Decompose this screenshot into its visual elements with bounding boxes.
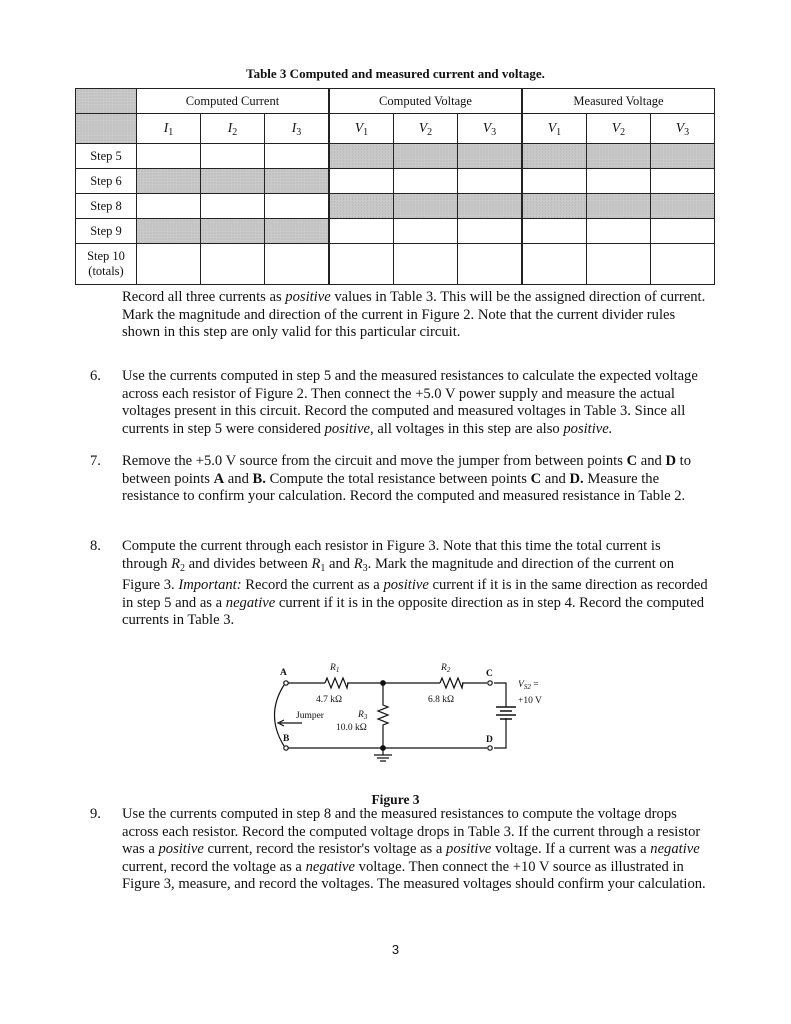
table-cell[interactable] <box>329 244 394 285</box>
column-header: $V_2$ <box>394 114 458 144</box>
row-label: Step 10 (totals) <box>76 244 137 285</box>
label-b: B <box>283 734 290 744</box>
column-header: $V_3$ <box>651 114 715 144</box>
text-segment: A <box>213 470 225 487</box>
table-cell[interactable] <box>329 144 394 169</box>
table-cell[interactable] <box>522 219 587 244</box>
step-number: 8. <box>90 538 101 554</box>
table-cell[interactable] <box>587 169 651 194</box>
text-segment: C <box>626 453 638 469</box>
table-cell[interactable] <box>587 219 651 244</box>
table-cell[interactable] <box>265 219 330 244</box>
text-segment: current if it is in the same direction as recorded in step 5 and as a <box>122 577 708 611</box>
terminal-a <box>284 681 288 685</box>
table-cell[interactable] <box>137 194 201 219</box>
text-segment: D. <box>569 470 584 487</box>
table-cell[interactable] <box>587 144 651 169</box>
group-header: Computed Voltage <box>329 89 522 114</box>
table-cell[interactable] <box>651 194 715 219</box>
text-segment: and <box>325 555 354 572</box>
group-header: Measured Voltage <box>522 89 715 114</box>
table-cell[interactable] <box>394 194 458 219</box>
text-segment: Compute the total resistance between points <box>265 470 531 487</box>
text-segment: positive <box>285 289 331 305</box>
r2-label: $R_2$ <box>441 663 451 674</box>
text-segment: to between points <box>122 453 692 487</box>
text-segment: positive <box>158 841 204 858</box>
blank-header-cell <box>76 114 137 144</box>
table-column-header-row <box>76 114 715 144</box>
text-segment: positive <box>383 577 429 594</box>
step-8-text <box>122 538 708 630</box>
text-segment: negative <box>305 858 355 875</box>
row-label: Step 6 <box>76 169 137 194</box>
label-c: C <box>486 669 493 679</box>
group-header: Computed Current <box>137 89 330 114</box>
text-segment: positive. <box>563 420 613 437</box>
table-cell[interactable] <box>201 144 265 169</box>
terminal-b <box>284 746 288 750</box>
r1-resistor <box>325 678 348 688</box>
source-value: +10 V <box>518 696 542 706</box>
text-segment: current, record the voltage as a <box>122 858 306 875</box>
text-segment: D <box>665 453 677 469</box>
table-cell[interactable] <box>265 169 330 194</box>
text-segment: and <box>541 470 570 487</box>
label-d: D <box>486 735 493 745</box>
battery-icon <box>496 707 516 719</box>
text-segment: Use the currents computed in step 8 and the measured resistances to compute the voltage drops across each resistor. Record the computed voltage drops in Table 3. If the current through a resistor was a <box>122 806 701 858</box>
text-segment: Remove the +5.0 V source from the circuit and move the jumper from between points <box>122 453 627 469</box>
column-header: $V_1$ <box>522 114 587 144</box>
step-number: 9. <box>90 806 101 822</box>
table-row <box>76 144 715 169</box>
table-cell[interactable] <box>137 244 201 285</box>
junction-top <box>381 681 386 686</box>
step-number: 6. <box>90 368 101 384</box>
step-number: 7. <box>90 453 101 469</box>
step-7-text <box>122 453 708 506</box>
text-segment: Compute the current through each resistor in Figure 3. Note that this time the total current is through <box>122 538 661 572</box>
step-6-text <box>122 368 708 438</box>
text-segment: Record all three currents as <box>122 289 286 305</box>
text-segment: negative <box>650 841 700 858</box>
row-label: Step 8 <box>76 194 137 219</box>
table-cell[interactable] <box>651 244 715 285</box>
table-cell[interactable] <box>587 244 651 285</box>
column-header: $I_2$ <box>201 114 265 144</box>
terminal-c <box>488 681 492 685</box>
table-cell[interactable] <box>651 169 715 194</box>
r2-value: 6.8 kΩ <box>428 695 455 705</box>
column-header: $V_2$ <box>587 114 651 144</box>
text-segment: and divides between <box>184 555 312 572</box>
table-cell[interactable] <box>137 169 201 194</box>
column-header: $V_1$ <box>329 114 394 144</box>
table-cell[interactable] <box>522 244 587 285</box>
r3-resistor <box>378 683 388 748</box>
table-cell[interactable] <box>137 144 201 169</box>
table-cell[interactable] <box>137 219 201 244</box>
table-cell[interactable] <box>458 219 523 244</box>
table-cell[interactable] <box>587 194 651 219</box>
text-segment: positive, <box>324 420 374 437</box>
table-cell[interactable] <box>522 144 587 169</box>
column-header: $V_3$ <box>458 114 523 144</box>
table-cell[interactable] <box>458 144 523 169</box>
column-header: $I_1$ <box>137 114 201 144</box>
text-segment: 2 <box>179 562 185 574</box>
text-segment: positive <box>446 841 492 858</box>
jumper-label: Jumper <box>296 711 324 721</box>
text-segment: Record the current as a <box>241 577 384 594</box>
table-cell[interactable] <box>329 219 394 244</box>
table-row <box>76 219 715 244</box>
text-segment: R <box>171 555 180 572</box>
table-cell[interactable] <box>329 194 394 219</box>
table-cell[interactable] <box>394 219 458 244</box>
table-row <box>76 169 715 194</box>
text-segment: and <box>637 453 666 469</box>
table-cell[interactable] <box>265 194 330 219</box>
ground-icon <box>374 748 392 761</box>
text-segment: negative <box>225 594 276 611</box>
table-cell[interactable] <box>329 169 394 194</box>
table-cell[interactable] <box>458 244 523 285</box>
row-label: Step 9 <box>76 219 137 244</box>
table-cell[interactable] <box>201 244 265 285</box>
figure-3-circuit <box>250 655 550 795</box>
source-label: $V_{S2}$ = <box>518 680 539 691</box>
terminal-d <box>488 746 492 750</box>
text-segment: . Mark the magnitude and direction of the current on Figure 3. <box>122 555 675 594</box>
table-cell[interactable] <box>201 194 265 219</box>
text-segment: Important: <box>178 577 242 594</box>
table-cell[interactable] <box>394 244 458 285</box>
label-a: A <box>280 668 287 678</box>
table-cell[interactable] <box>265 244 330 285</box>
table-row <box>76 194 715 219</box>
column-header: $I_3$ <box>265 114 330 144</box>
row-label: Step 5 <box>76 144 137 169</box>
text-segment: B. <box>252 470 266 487</box>
r1-label: $R_1$ <box>330 663 340 674</box>
text-segment: 3 <box>362 562 368 574</box>
results-table <box>75 88 715 285</box>
table-group-header-row <box>76 89 715 114</box>
r3-value: 10.0 kΩ <box>336 723 367 733</box>
table-cell[interactable] <box>522 169 587 194</box>
instruction-paragraph <box>122 289 708 342</box>
table-cell[interactable] <box>651 144 715 169</box>
text-segment: Measure the resistance to confirm your calculation. Record the computed and measured resistance in Table 2. <box>122 470 686 505</box>
step-9-text <box>122 806 708 894</box>
text-segment: current if it is in the opposite direction as in step 4. Record the computed currents in Table 3. <box>122 594 704 629</box>
table-cell[interactable] <box>394 169 458 194</box>
figure-caption: Figure 3 <box>371 792 420 807</box>
text-segment: R <box>311 555 321 572</box>
text-segment: voltage. Then connect the +10 V source as illustrated in Figure 3, measure, and record the voltages. The measured voltages should confirm your calculation. <box>122 858 706 893</box>
text-segment: voltage. If a current was a <box>491 841 651 858</box>
text-segment: Use the currents computed in step 5 and the measured resistances to calculate the expected voltage across each resistor of Figure 2. Then connect the +5.0 V power supply and measure the actual voltages present in this circuit. Record the computed and measured voltages in Table 3. Since all currents in step 5 were considered <box>122 368 698 437</box>
text-segment: values in Table 3. This will be the assigned direction of current. Mark the magnitude and direction of the current in Figure 2. Note that the current divider rules shown in this step are only valid for this particular circuit. <box>122 289 706 341</box>
table-cell[interactable] <box>651 219 715 244</box>
table-caption: Table 3 Computed and measured current and voltage. <box>246 66 545 81</box>
text-segment: 1 <box>320 562 326 574</box>
text-segment: R <box>353 555 363 572</box>
table-cell[interactable] <box>394 144 458 169</box>
page-number: 3 <box>391 942 400 957</box>
table-cell[interactable] <box>458 169 523 194</box>
table-cell[interactable] <box>522 194 587 219</box>
blank-header-cell <box>76 89 137 114</box>
text-segment: C <box>530 470 542 487</box>
text-segment: current, record the resistor's voltage as a <box>203 841 447 858</box>
table-cell[interactable] <box>201 169 265 194</box>
table-row <box>76 244 715 285</box>
table-cell[interactable] <box>265 144 330 169</box>
table-cell[interactable] <box>458 194 523 219</box>
text-segment: all voltages in this step are also <box>373 420 564 437</box>
text-segment: and <box>224 470 253 487</box>
table-cell[interactable] <box>201 219 265 244</box>
r1-value: 4.7 kΩ <box>316 695 343 705</box>
r2-resistor <box>440 678 463 688</box>
r3-label: $R_3$ <box>358 710 368 721</box>
